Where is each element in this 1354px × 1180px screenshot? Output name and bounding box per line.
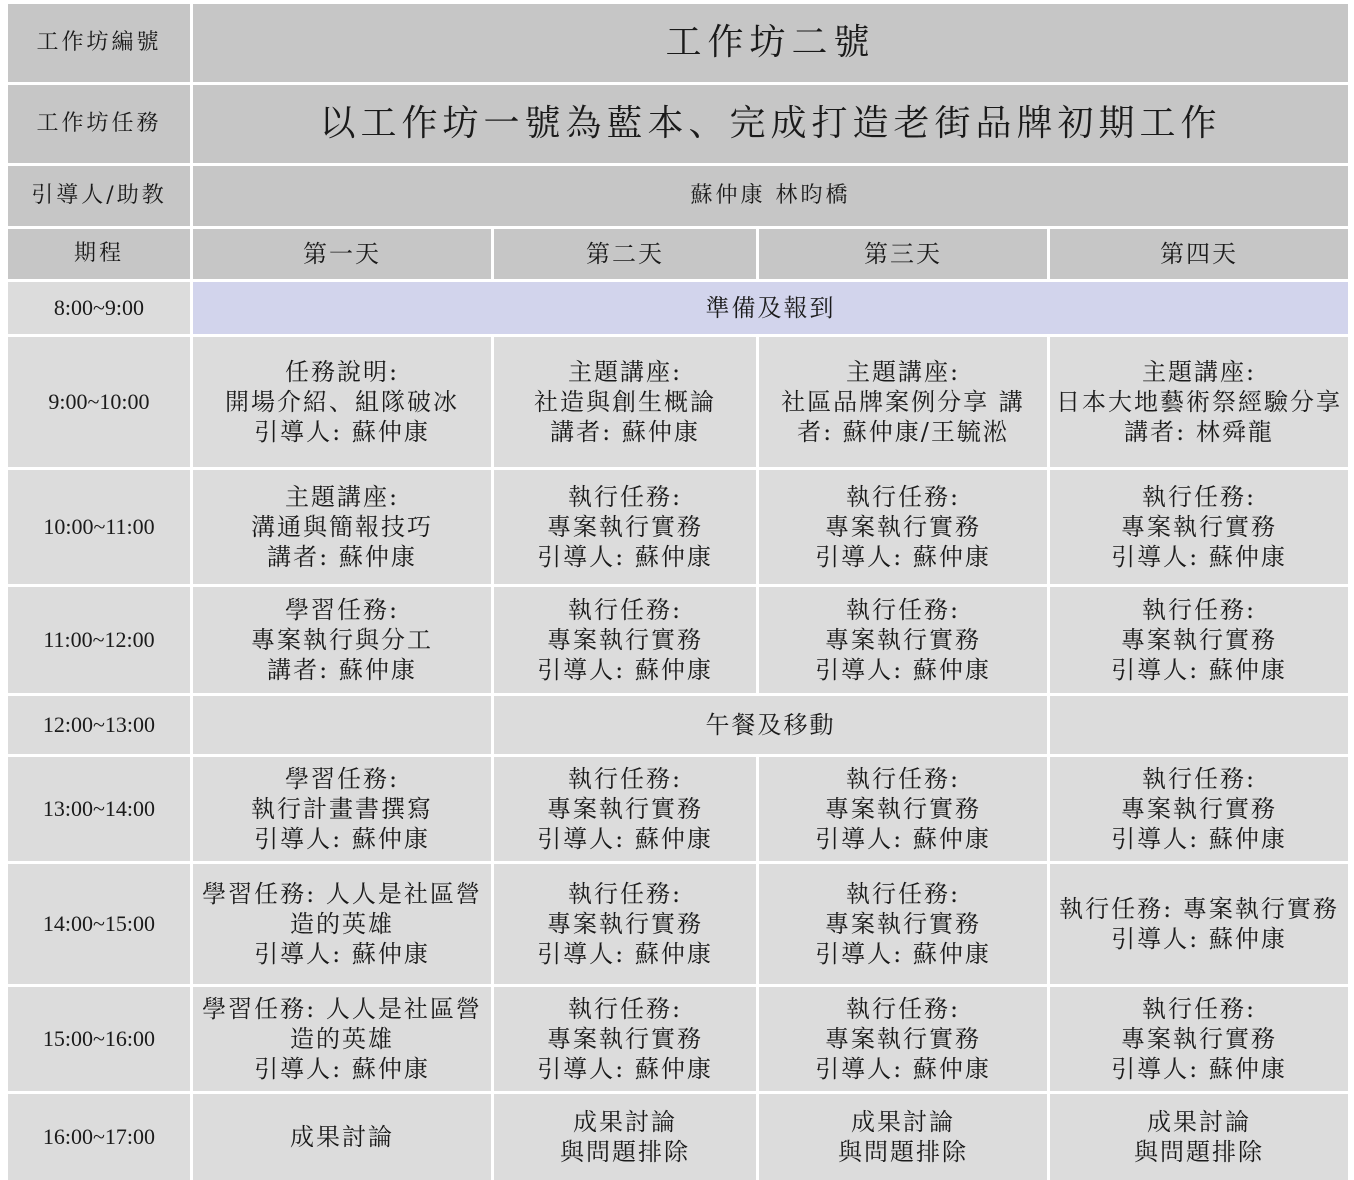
session-text: 成果討論 與問題排除 bbox=[838, 1108, 968, 1166]
session-text: 主題講座: 社區品牌案例分享 講者: 蘇仲康/王毓淞 bbox=[781, 358, 1025, 446]
session-text: 主題講座: 日本大地藝術祭經驗分享 講者: 林舜龍 bbox=[1056, 358, 1342, 446]
session-text: 執行任務: 專案執行實務 引導人: 蘇仲康 bbox=[815, 483, 991, 571]
day-4-header: 第四天 bbox=[1050, 229, 1348, 279]
session-cell bbox=[759, 1094, 1047, 1180]
session-cell bbox=[193, 864, 491, 984]
session-text: 主題講座: 溝通與簡報技巧 講者: 蘇仲康 bbox=[251, 483, 433, 571]
day-3-header: 第三天 bbox=[759, 229, 1047, 279]
time-slot-label: 16:00~17:00 bbox=[8, 1094, 190, 1180]
session-cell bbox=[494, 987, 756, 1091]
session-cell bbox=[1050, 987, 1348, 1091]
workshop-mission-value: 以工作坊一號為藍本、完成打造老街品牌初期工作 bbox=[193, 85, 1348, 163]
session-text: 執行任務: 專案執行實務 引導人: 蘇仲康 bbox=[1111, 596, 1287, 684]
session-text: 執行任務: 專案執行實務 引導人: 蘇仲康 bbox=[1111, 765, 1287, 853]
session-text: 執行任務: 專案執行實務 引導人: 蘇仲康 bbox=[815, 765, 991, 853]
session-text: 執行任務: 專案執行實務 引導人: 蘇仲康 bbox=[815, 596, 991, 684]
time-slot-label: 14:00~15:00 bbox=[8, 864, 190, 984]
lunch-span: 午餐及移動 bbox=[494, 696, 1047, 754]
session-cell bbox=[759, 337, 1047, 467]
session-text: 執行任務: 專案執行實務 引導人: 蘇仲康 bbox=[537, 596, 713, 684]
session-text: 執行任務: 專案執行實務 引導人: 蘇仲康 bbox=[537, 880, 713, 968]
session-text: 執行任務: 專案執行實務 引導人: 蘇仲康 bbox=[537, 483, 713, 571]
session-text: 執行任務: 專案執行實務 引導人: 蘇仲康 bbox=[1111, 483, 1287, 571]
session-text: 成果討論 與問題排除 bbox=[1134, 1108, 1264, 1166]
time-slot-label: 9:00~10:00 bbox=[8, 337, 190, 467]
session-cell bbox=[193, 337, 491, 467]
time-slot-label: 11:00~12:00 bbox=[8, 587, 190, 693]
session-text: 成果討論 bbox=[290, 1123, 394, 1151]
time-slot-label: 13:00~14:00 bbox=[8, 757, 190, 861]
workshop-number-label: 工作坊編號 bbox=[8, 4, 190, 82]
lunch-empty-day-4 bbox=[1050, 696, 1348, 754]
workshop-mission-label: 工作坊任務 bbox=[8, 85, 190, 163]
time-slot-label: 15:00~16:00 bbox=[8, 987, 190, 1091]
time-slot-label: 12:00~13:00 bbox=[8, 696, 190, 754]
session-text: 執行任務: 專案執行實務 引導人: 蘇仲康 bbox=[1059, 895, 1339, 953]
session-cell bbox=[1050, 757, 1348, 861]
session-cell bbox=[1050, 470, 1348, 584]
session-text: 學習任務: 專案執行與分工 講者: 蘇仲康 bbox=[251, 596, 433, 684]
guide-names: 蘇仲康 林昀橋 bbox=[193, 166, 1348, 226]
session-cell bbox=[1050, 587, 1348, 693]
session-cell bbox=[1050, 337, 1348, 467]
session-cell bbox=[759, 987, 1047, 1091]
session-text: 執行任務: 專案執行實務 引導人: 蘇仲康 bbox=[815, 880, 991, 968]
session-cell bbox=[1050, 1094, 1348, 1180]
session-text: 學習任務: 人人是社區營造的英雄 引導人: 蘇仲康 bbox=[202, 995, 482, 1083]
session-text: 執行任務: 專案執行實務 引導人: 蘇仲康 bbox=[537, 995, 713, 1083]
session-cell bbox=[193, 757, 491, 861]
session-cell bbox=[759, 757, 1047, 861]
session-cell bbox=[494, 864, 756, 984]
session-text: 任務說明: 開場介紹、組隊破冰 引導人: 蘇仲康 bbox=[225, 358, 459, 446]
guide-label: 引導人/助教 bbox=[8, 166, 190, 226]
session-text: 主題講座: 社造與創生概論 講者: 蘇仲康 bbox=[534, 358, 716, 446]
session-cell bbox=[494, 1094, 756, 1180]
lunch-empty-day-1 bbox=[193, 696, 491, 754]
session-text: 執行任務: 專案執行實務 引導人: 蘇仲康 bbox=[1111, 995, 1287, 1083]
session-cell bbox=[193, 587, 491, 693]
period-header: 期程 bbox=[8, 229, 190, 279]
session-cell bbox=[193, 1094, 491, 1180]
time-slot-label: 8:00~9:00 bbox=[8, 282, 190, 334]
session-cell bbox=[759, 470, 1047, 584]
session-text: 學習任務: 執行計畫書撰寫 引導人: 蘇仲康 bbox=[251, 765, 433, 853]
session-text: 執行任務: 專案執行實務 引導人: 蘇仲康 bbox=[537, 765, 713, 853]
registration-span: 準備及報到 bbox=[193, 282, 1348, 334]
session-cell bbox=[193, 987, 491, 1091]
session-cell bbox=[193, 470, 491, 584]
session-cell bbox=[759, 864, 1047, 984]
day-1-header: 第一天 bbox=[193, 229, 491, 279]
workshop-number-value: 工作坊二號 bbox=[193, 4, 1348, 82]
session-text: 執行任務: 專案執行實務 引導人: 蘇仲康 bbox=[815, 995, 991, 1083]
session-text: 學習任務: 人人是社區營造的英雄 引導人: 蘇仲康 bbox=[202, 880, 482, 968]
session-cell bbox=[759, 587, 1047, 693]
schedule-table bbox=[8, 4, 1342, 1166]
session-cell bbox=[494, 470, 756, 584]
session-cell bbox=[494, 337, 756, 467]
day-2-header: 第二天 bbox=[494, 229, 756, 279]
session-cell bbox=[494, 757, 756, 861]
time-slot-label: 10:00~11:00 bbox=[8, 470, 190, 584]
session-cell bbox=[494, 587, 756, 693]
session-text: 成果討論 與問題排除 bbox=[560, 1108, 690, 1166]
session-cell bbox=[1050, 864, 1348, 984]
